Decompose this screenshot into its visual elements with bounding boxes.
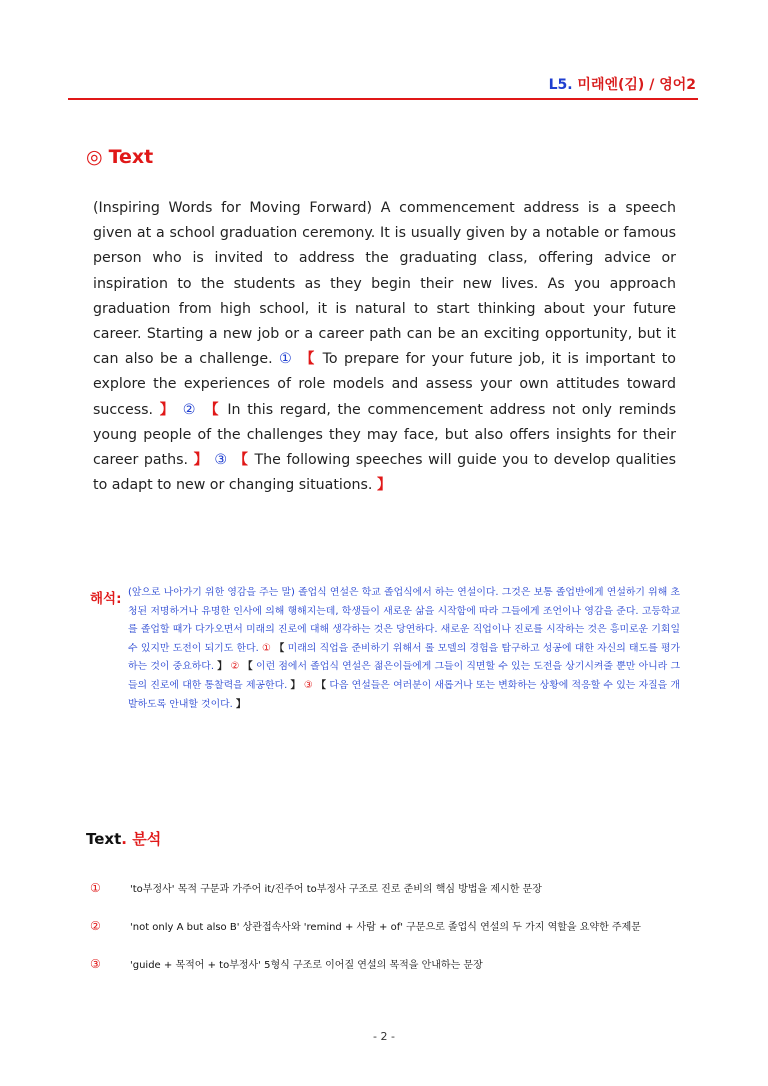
translation-sentence-2: 이런 점에서 졸업식 연설은 젊은이들에게 그들이 직면할 수 있는 도전을 상기시켜줄 뿐만 아니라 그들의 진로에 대한 통찰력을 제공한다.	[128, 661, 680, 691]
translation-bracket-close: 】	[217, 661, 228, 673]
analysis-item-text: 'to부정사' 목적 구문과 가주어 it/진주어 to부정사 구조로 진로 준비의 핵심 방법을 제시한 문장	[130, 884, 542, 895]
translation-bracket-open: 【	[242, 661, 253, 673]
analysis-title-main: Text	[86, 830, 122, 848]
translation-body	[128, 584, 680, 714]
passage-sentence-3: The following speeches will guide you to develop qualities to adapt to new or changing situations.	[93, 452, 676, 494]
analysis-item-text: 'not only A but also B' 상관접속사와 'remind + 사람 + of' 구문으로 졸업식 연설의 두 가지 역할을 요약한 주제문	[130, 922, 641, 933]
passage-sentence-1: To prepare for your future job, it is important to explore the experiences of role models and assess your own attitudes toward success.	[93, 351, 676, 418]
page-header	[549, 74, 696, 94]
passage-sentence-2: In this regard, the commencement address not only reminds young people of the challenges they may face, but also offers insights for their career paths.	[93, 401, 677, 469]
sentence-marker-3: ③	[214, 452, 229, 469]
bracket-open: 【	[300, 351, 317, 368]
sentence-marker-1: ①	[279, 351, 294, 368]
passage-intro: (Inspiring Words for Moving Forward) A commencement address is a speech given at a school graduation ceremony. It is usually given by a notable or famous person who is invited to address the graduating class, offering advice or inspiration to the students as they begin their new lives. As you approach graduation from high school, it is natural to start thinking about your future career. Starting a new job or a career path can be an exciting opportunity, but it can also be a challenge.	[93, 200, 676, 368]
header-separator: /	[649, 77, 655, 93]
bracket-open: 【	[204, 401, 221, 418]
analysis-title-sub: 분석	[132, 830, 162, 848]
translation-marker-3: ③	[303, 679, 313, 691]
translation-block	[90, 584, 680, 714]
translation-sentence-3: 다음 연설들은 여러분이 새롭거나 또는 변화하는 상황에 적응할 수 있는 자질을 개발하도록 안내할 것이다.	[128, 679, 680, 710]
analysis-item-text: 'guide + 목적어 + to부정사' 5형식 구조로 이어질 연설의 목적을 안내하는 문장	[130, 960, 483, 971]
section-title	[86, 146, 153, 168]
sentence-marker-2: ②	[182, 401, 198, 418]
translation-sentence-1: 미래의 직업을 준비하기 위해서 롤 모델의 경험을 탐구하고 성공에 대한 자신의 태도를 평가하는 것이 중요하다.	[128, 642, 681, 673]
double-circle-icon: ◎	[86, 146, 103, 168]
analysis-item-number: ②	[90, 919, 101, 933]
header-divider	[68, 98, 698, 100]
translation-label: 해석:	[90, 591, 122, 607]
analysis-item	[90, 880, 542, 895]
analysis-item	[90, 956, 483, 971]
textbook-name: 미래엔(김)	[577, 77, 645, 93]
section-title-text: Text	[108, 146, 154, 168]
translation-intro: (앞으로 나아가기 위한 영감을 주는 말) 졸업식 연설은 학교 졸업식에서 하는 연설이다. 그것은 보통 졸업반에게 연설하기 위해 초청된 저명하거나 유명한 인사에 의해 행해지는데, 학생들이 새로운 삶을 시작함에 따라 그들에게 조언이나 영감을 준다. 고등학교를 졸업할 때가 다가오면서 미래의 진로에 대해 생각하는 것은 당연하다. 새로운 직업이나 진로를 시작하는 것은 흥미로운 기회일 수 있지만 도전이 되기도 한다.	[128, 587, 680, 654]
translation-bracket-close: 】	[235, 698, 246, 710]
page-number: - 2 -	[373, 1030, 395, 1043]
bracket-close: 】	[193, 452, 209, 469]
translation-bracket-close: 】	[290, 679, 301, 691]
subject-label: 영어2	[659, 77, 696, 93]
bracket-open: 【	[233, 452, 249, 469]
analysis-item-number: ①	[90, 881, 101, 895]
translation-marker-2: ②	[230, 661, 240, 673]
translation-bracket-open: 【	[316, 679, 327, 691]
analysis-title-dot: .	[121, 830, 127, 848]
bracket-close: 】	[159, 401, 177, 418]
analysis-item	[90, 918, 641, 933]
lesson-label: L5.	[548, 77, 573, 93]
translation-bracket-open: 【	[274, 642, 285, 654]
translation-marker-1: ①	[262, 642, 272, 654]
analysis-item-number: ③	[90, 957, 101, 971]
bracket-close: 】	[376, 477, 392, 494]
english-passage	[93, 196, 676, 498]
analysis-title	[86, 828, 161, 849]
